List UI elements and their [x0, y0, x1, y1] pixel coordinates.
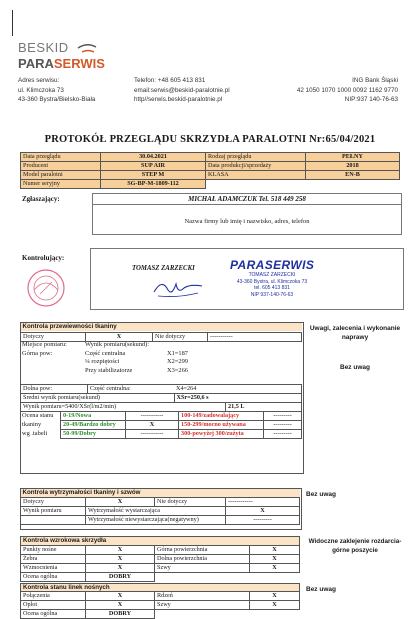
perm-lower-table — [20, 384, 302, 403]
address-city: 43-360 Bystra/Bielsko-Biała — [18, 96, 96, 103]
perm-not-label: Nie dotyczy — [153, 333, 208, 342]
perm-state-label — [22, 412, 53, 438]
perm-done-label: Dotyczy — [21, 333, 86, 342]
lines-sheath-mark: X — [86, 601, 155, 610]
submitter-label: Zgłaszający: — [22, 195, 60, 203]
strength-done-label: Dotyczy — [21, 498, 86, 507]
bank-name: ING Bank Śląski — [352, 77, 398, 84]
perm-quarter-label: ¼ rozpiętości — [85, 358, 120, 366]
bank-account: 42 1050 1070 1000 0092 1162 9770 — [296, 86, 398, 94]
perm-meas-label: Wynik pomiaru(sekund): — [85, 341, 150, 348]
logo-serwis-text: SERWIS — [53, 56, 105, 71]
lines-seams-label: Szwy — [155, 601, 250, 610]
state-heavily-used-mark: --------- — [264, 421, 302, 430]
kind-value: PEŁNY — [306, 153, 400, 162]
class-label: KLASA — [206, 171, 306, 180]
perm-not-value: ----------- — [208, 333, 302, 342]
lines-rows-clip — [20, 591, 300, 617]
submitter-value: MICHAŁ ADAMCZUK Tel. 518 449 258 — [188, 195, 306, 203]
state-satisfactory-mark: --------- — [264, 412, 302, 421]
lines-sheath-label: Oplot — [21, 601, 86, 610]
logo-beskid-text: BESKID — [18, 40, 69, 55]
address-label: Adres serwisu: — [18, 77, 60, 84]
perm-x4: X4=264 — [174, 385, 302, 394]
stamp — [230, 258, 314, 298]
perm-result-value: 21,5 L — [226, 403, 302, 412]
phone-text: Telefon: +48 605 413 831 — [134, 77, 206, 84]
kind-label: Rodzaj przeglądu — [206, 153, 306, 162]
strength-table — [20, 497, 300, 525]
lines-remarks: Bez uwag — [306, 586, 336, 593]
perm-x2: X2=299 — [167, 358, 189, 366]
address-block — [18, 76, 95, 105]
permeability-remarks-title: Uwagi, zalecenia i wykonanie naprawy — [309, 325, 401, 341]
stamp-name: TOMASZ ZARZECKI — [248, 272, 296, 278]
wing-icon — [76, 42, 98, 56]
perm-result-label: Wynik pomiaru=5400/XŚr(l/m2/min) — [21, 403, 226, 412]
visual-bottom-surface-label: Dolna powierzchnia — [155, 555, 250, 564]
visual-top-surface-label: Górna powierzchnia — [155, 546, 250, 555]
visual-loadpoints-label: Punkty nośne — [21, 546, 86, 555]
visual-ribs-mark: X — [86, 555, 155, 564]
strength-result-label: Wynik pomiaru — [21, 507, 86, 516]
logo — [18, 40, 148, 74]
visual-remarks: Widoczne zaklejenie rozdarcia- górne poszycie — [308, 538, 402, 554]
stamp-nip: NIP 937-140-76-63 — [250, 291, 294, 298]
lines-core-label: Rdzeń — [155, 592, 250, 601]
perm-avg-value: XŚr=250,6 s — [174, 394, 302, 403]
producer-label: Producent — [21, 162, 101, 171]
strength-bad-label: Wytrzymałość niewystarczająca(negatywny) — [86, 516, 226, 525]
lines-joints-label: Połączenia — [21, 592, 86, 601]
strength-not-label: Nie dotyczy — [155, 498, 226, 507]
state-new-mark: ----------- — [126, 412, 179, 421]
strength-bad-mark: --------- — [226, 516, 300, 525]
web-link[interactable]: http//serwis.beskid-paralotnie.pl — [134, 96, 223, 103]
serial-value: SG-BP-M-1809-112 — [101, 180, 206, 189]
visual-reinforcements-mark: X — [86, 564, 155, 573]
lines-grade-label: Ocena ogólna — [21, 610, 86, 619]
perm-measure-labels — [22, 341, 67, 358]
state-very-good-mark: X — [126, 421, 179, 430]
state-good: 50-99/Dobry — [61, 430, 126, 439]
prod-date-label: Data produkcji/sprzedaży — [206, 162, 306, 171]
info-table — [20, 152, 400, 189]
perm-top-label: Górna pow: — [22, 349, 53, 357]
lines-grade-value: DOBRY — [86, 610, 155, 619]
strength-remarks: Bez uwag — [306, 491, 336, 498]
perm-state-label-2: tkaniny — [22, 420, 42, 428]
logo-para-text: PARA — [18, 56, 54, 71]
strength-done-mark: X — [86, 498, 155, 507]
lines-rows — [20, 591, 300, 619]
submitter-box — [92, 193, 402, 235]
submitter-note: Nazwa firmy lub imię i nazwisko, adres, telefon — [184, 218, 310, 225]
visual-bottom-surface-mark: X — [250, 555, 300, 564]
stamp-brand: PARASERWIS — [230, 258, 315, 272]
address-street: ul. Klimczoka 73 — [18, 86, 64, 94]
bank-block — [297, 76, 398, 105]
perm-bottom-label: Dolna pow: — [21, 385, 88, 394]
state-new: 0-19/Nowa — [61, 412, 126, 421]
model-label: Model paralotni — [21, 171, 101, 180]
perm-centre-label: Część centralna — [85, 349, 126, 357]
strength-not-value: ------------ — [226, 498, 300, 507]
model-value: STEP M — [101, 171, 206, 180]
page-title: PROTOKÓŁ PRZEGLĄDU SKRZYDŁA PARALOTNI Nr:65/04/2021 — [44, 134, 376, 145]
state-worn-mark: --------- — [264, 430, 302, 439]
stamp-phone: tel. 605 413 831 — [254, 285, 290, 292]
perm-measure-values — [85, 341, 188, 375]
permeability-remarks: Bez uwag — [340, 364, 370, 371]
date-label: Data przeglądu — [21, 153, 101, 162]
lines-joints-mark: X — [86, 592, 155, 601]
visual-ribs-label: Żebra — [21, 555, 86, 564]
producer-value: SUP AIR — [101, 162, 206, 171]
approval-seal-icon — [26, 268, 66, 308]
state-good-mark: ----------- — [126, 430, 179, 439]
date-value: 30.04.2021 — [101, 153, 206, 162]
perm-x1: X1=187 — [167, 349, 189, 357]
perm-x3: X3=266 — [167, 366, 189, 374]
stamp-address: 43-360 Bystra, ul. Klimczoka 73 — [236, 278, 308, 285]
perm-state-label-3: wg .tabeli — [22, 429, 48, 437]
visual-top-surface-mark: X — [250, 546, 300, 555]
serial-label: Numer seryjny — [21, 180, 101, 189]
visual-table — [20, 536, 300, 582]
state-heavily-used: 150-299/mocno używana — [179, 421, 264, 430]
lines-title: Kontrola stanu linek nośnych — [21, 584, 300, 592]
state-very-good: 20-49/Bardzo dobry — [61, 421, 126, 430]
visual-seams-label: Szwy — [155, 564, 250, 573]
lines-core-mark: X — [250, 592, 300, 601]
state-worn: 300-powyżej 300/zużyta — [179, 430, 264, 439]
perm-done-mark: X — [86, 333, 153, 342]
visual-loadpoints-mark: X — [86, 546, 155, 555]
strength-ok-mark: X — [226, 507, 300, 516]
visual-grade-value: DOBRY — [86, 573, 155, 582]
visual-title: Kontrola wzrokowa skrzydła — [21, 537, 300, 546]
perm-place-label: Miejsce pomiaru: — [22, 341, 67, 348]
contact-block — [134, 76, 230, 105]
inspector-label: Kontrolujący: — [22, 254, 65, 262]
visual-reinforcements-label: Wzmocnienia — [21, 564, 86, 573]
class-value: EN-B — [306, 171, 400, 180]
signature-icon — [150, 276, 206, 300]
inspector-name: TOMASZ ZARZECKI — [132, 265, 195, 272]
perm-centre2-label: Część centralna: — [88, 385, 175, 394]
perm-avg-label: Średni wynik pomiaru(sekund) — [21, 394, 175, 403]
visual-grade-label: Ocena ogólna — [21, 573, 86, 582]
state-satisfactory: 100-149/zadowalający — [179, 412, 264, 421]
perm-state-label-1: Ocena stanu — [22, 412, 54, 419]
permeability-title: Kontrola przewiewności tkaniny — [21, 323, 302, 331]
lines-seams-mark: X — [250, 601, 300, 610]
strength-ok-label: Wytrzymałość wystarczająca — [86, 507, 226, 516]
prod-date-value: 2018 — [306, 162, 400, 171]
perm-stab-label: Przy stabilizatorze — [85, 366, 133, 374]
email-link[interactable]: email:serwis@beskid-paralotnie.pl — [134, 86, 230, 94]
margin-mark — [12, 10, 13, 36]
visual-seams-mark: X — [250, 564, 300, 573]
nip-text: NIP:937 140-76-63 — [344, 96, 398, 103]
perm-state-table — [60, 411, 302, 439]
strength-title: Kontrola wytrzymałości tkaniny i szwów — [21, 489, 300, 497]
